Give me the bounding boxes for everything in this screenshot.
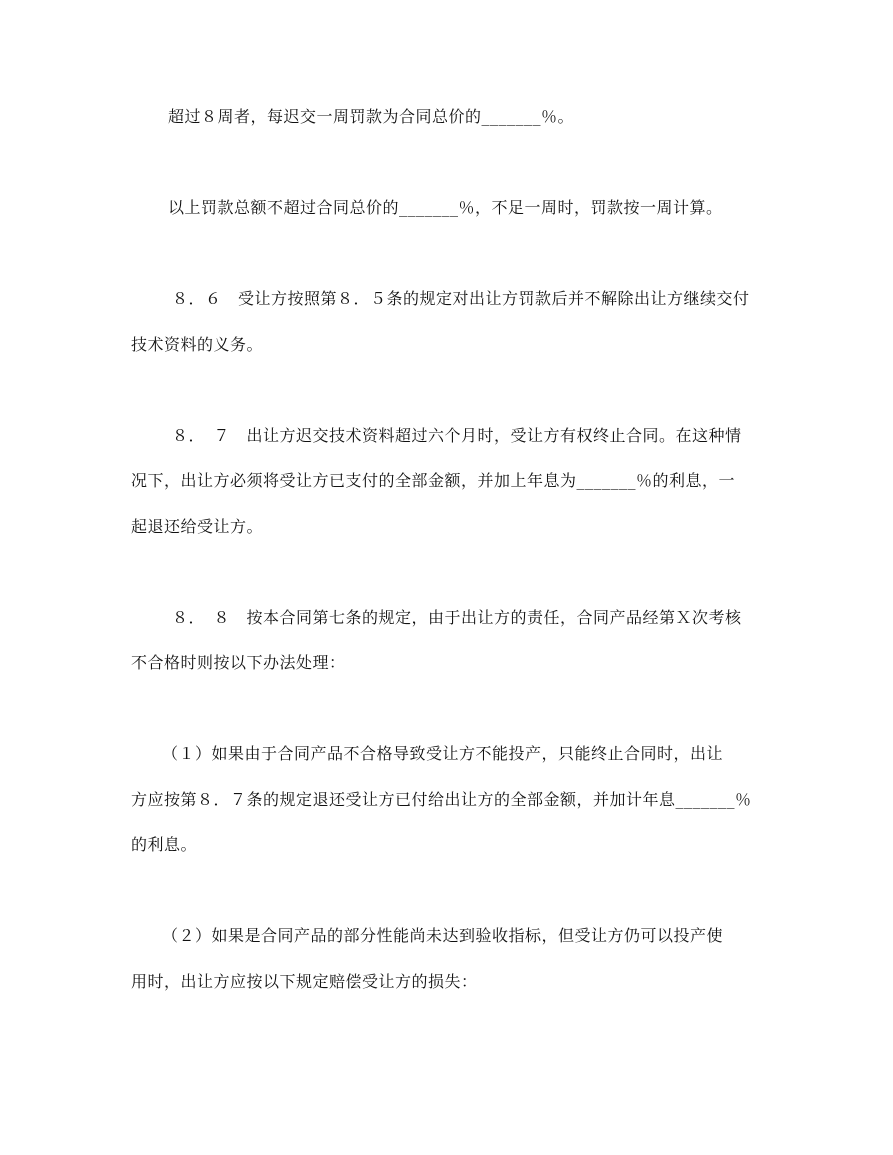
paragraph-line: 超过８周者，每迟交一周罚款为合同总价的_______％。 [168,107,575,126]
paragraph-line: 以上罚款总额不超过合同总价的_______％，不足一周时，罚款按一周计算。 [168,198,723,217]
paragraph-line: ８． ８ 按本合同第七条的规定，由于出让方的责任，合同产品经第Ｘ次考核 [172,608,742,627]
paragraph-line: 的利息。 [131,835,198,854]
paragraph-line: 不合格时则按以下办法处理： [131,653,346,672]
paragraph-line: 况下，出让方必须将受让方已支付的全部金额，并加上年息为_______％的利息，一 [131,471,736,490]
paragraph-line: 用时，出让方应按以下规定赔偿受让方的损失： [131,972,478,991]
paragraph-line: 技术资料的义务。 [131,335,264,354]
paragraph-line: 起退还给受让方。 [131,517,264,536]
paragraph-line: （２）如果是合同产品的部分性能尚未达到验收指标，但受让方仍可以投产使 [162,926,724,945]
paragraph-line: （１）如果由于合同产品不合格导致受让方不能投产，只能终止合同时，出让 [162,744,724,763]
paragraph-line: ８． ７ 出让方迟交技术资料超过六个月时，受让方有权终止合同。在这种情 [172,426,742,445]
paragraph-line: ８．６ 受让方按照第８．５条的规定对出让方罚款后并不解除出让方继续交付 [172,289,750,308]
paragraph-line: 方应按第８．７条的规定退还受让方已付给出让方的全部金额，并加计年息_______％ [131,790,752,809]
